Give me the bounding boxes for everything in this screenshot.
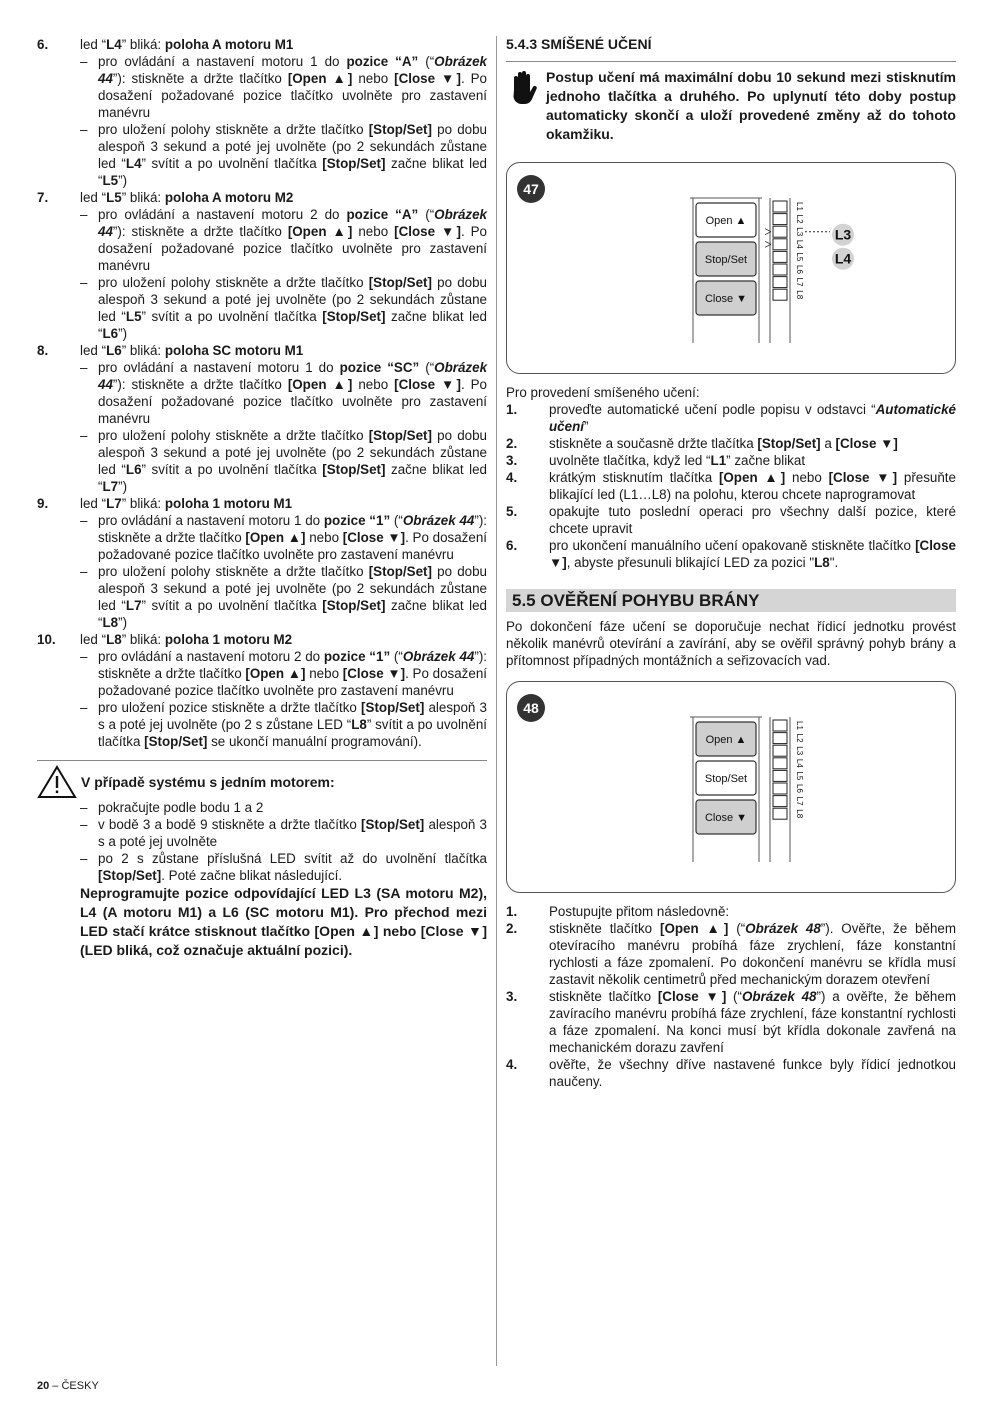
led-l5: [773, 251, 787, 262]
led-l6: [773, 264, 787, 275]
led-l2: [773, 214, 787, 225]
sub-item: – pro uložení polohy stiskněte a držte tlačítko [Stop/Set] po dobu alespoň 3 sekund a poté jej uvolněte (po 2 sekundách zůstane led “L4” svítit a po uvolnění tlačítka [Stop/Set] začne blikat led “L5”): [80, 122, 487, 188]
led-label: L3: [795, 227, 804, 237]
step-number: 8.: [37, 343, 49, 358]
hand-stop-icon: [506, 68, 546, 108]
sub-item: – pro ovládání a nastavení motoru 1 do pozice “SC” (“Obrázek 44”): stiskněte a držte tlačítko [Open ▲] nebo [Close ▼]. Po dosažení požadované pozice tlačítko uvolněte pro zastavení manévru: [80, 360, 488, 426]
led-label: L6: [795, 784, 804, 793]
sub-item: – pro ovládání a nastavení motoru 1 do pozice “1” (“Obrázek 44”): stiskněte a držte tlačítko [Open ▲] nebo [Close ▼]. Po dosažení požadované pozice tlačítko uvolněte pro zastavení manévru: [80, 513, 487, 562]
warning-title: V případě systému s jedním motorem:: [81, 773, 335, 790]
step-item: 1. Postupujte přitom následovně:: [506, 904, 730, 919]
sub-item: – pro ovládání a nastavení motoru 2 do pozice “1” (“Obrázek 44”): stiskněte a držte tlačítko [Open ▲] nebo [Close ▼]. Po dosažení požadované pozice tlačítko uvolněte pro zastavení manévru: [80, 649, 487, 698]
section-heading-5-5: 5.5 OVĚŘENÍ POHYBU BRÁNY: [506, 589, 956, 612]
callout-l4: L4: [834, 250, 852, 267]
step-number: 7.: [37, 190, 49, 205]
step-intro: led “L5” bliká: poloha A motoru M2: [80, 190, 294, 205]
sub-item: – pro uložení polohy stiskněte a držte tlačítko [Stop/Set] po dobu alespoň 3 sekund a poté jej uvolněte (po 2 sekundách zůstane led “L6” svítit a po uvolnění tlačítka [Stop/Set] začne blikat led “L7”): [80, 428, 487, 494]
step-item: 4. ověřte, že všechny dříve nastavené funkce byly řídicí jednotkou naučeny.: [506, 1057, 956, 1089]
step-intro: led “L7” bliká: poloha 1 motoru M1: [80, 496, 293, 511]
section-paragraph: Po dokončení fáze učení se doporučuje nechat řídicí jednotku provést několik manévrů otevírání a zavírání, aby se ověřil správný pohyb brány a přítomnost případných montážních a seřizovacích vad.: [506, 619, 956, 668]
step-item: [37, 495, 487, 512]
section-heading-5-4-3: 5.4.3 SMÍŠENÉ UČENÍ: [506, 36, 956, 62]
warning-note: Neprogramujte pozice odpovídající LED L3 (SA motoru M2), L4 (A motoru M1) a L6 (SC motoru M1). Pro přechod mezi LED stačí krátce stisknout tlačítko [Open ▲] nebo [Close ▼] (LED bliká, což označuje aktuální pozici).: [80, 885, 487, 958]
led-label: L1: [795, 202, 804, 211]
led-l1: [773, 720, 787, 731]
hand-note: Postup učení má maximální dobu 10 sekund mezi stisknutím jednoho tlačítka a druhého. Po uplynutí této doby postup automaticky skončí a uloží provedené změny až do tohoto okamžiku.: [506, 68, 956, 144]
callout-l3: L3: [834, 226, 852, 243]
led-label: L7: [795, 796, 804, 806]
step-item: [37, 342, 487, 359]
step-item: 4. krátkým stisknutím tlačítka [Open ▲] nebo [Close ▼] přesuňte blikající led (L1…L8) na polohu, kterou chcete naprogramovat: [506, 470, 956, 502]
open-button-label: Open ▲: [705, 734, 747, 746]
led-l7: [773, 277, 787, 288]
led-label: L1: [795, 721, 804, 730]
warning-item: – pokračujte podle bodu 1 a 2: [80, 800, 264, 815]
step-number: 10.: [37, 632, 56, 647]
step-item: [37, 189, 487, 206]
led-label: L5: [795, 771, 804, 781]
sub-item: – pro ovládání a nastavení motoru 1 do pozice “A” (“Obrázek 44”): stiskněte a držte tlačítko [Open ▲] nebo [Close ▼]. Po dosažení požadované pozice tlačítko uvolněte pro zastavení manévru: [80, 54, 487, 120]
led-l8: [773, 289, 787, 300]
led-label: L4: [795, 239, 804, 249]
led-label: L2: [795, 214, 804, 224]
warning-header: [37, 760, 487, 799]
led-l7: [773, 796, 787, 807]
step-intro: led “L8” bliká: poloha 1 motoru M2: [80, 632, 293, 647]
column-divider: [496, 36, 497, 1366]
warning-icon: [37, 765, 77, 799]
step-item: 3. uvolněte tlačítka, když led “L1” začne blikat: [506, 453, 806, 468]
step-item: [37, 36, 487, 53]
open-button-label: Open ▲: [705, 215, 747, 227]
led-l4: [773, 239, 787, 250]
led-l4: [773, 758, 787, 769]
step-number: 6.: [37, 37, 49, 52]
led-label: L8: [795, 290, 804, 300]
step-intro: led “L4” bliká: poloha A motoru M1: [80, 37, 294, 52]
led-l3: [773, 226, 787, 237]
led-l2: [773, 733, 787, 744]
step-item: [37, 631, 487, 648]
right-column: [506, 36, 956, 1090]
sub-item: – pro uložení pozice stiskněte a držte tlačítko [Stop/Set] alespoň 3 s a poté jej uvolněte (po 2 s zůstane LED “L8” svítit a po uvolnění tlačítka [Stop/Set] se ukončí manuální programování).: [80, 700, 488, 749]
close-button-label: Close ▼: [704, 812, 748, 824]
figure-number-badge: 47: [517, 175, 545, 203]
sub-item: – pro uložení polohy stiskněte a držte tlačítko [Stop/Set] po dobu alespoň 3 sekund a poté jej uvolněte (po 2 sekundách zůstane led “L7” svítit a po uvolnění tlačítka [Stop/Set] začne blikat led “L8”): [80, 564, 487, 630]
stop-set-button-label: Stop/Set: [704, 773, 748, 785]
control-panel-diagram: [507, 682, 957, 894]
led-label: L4: [795, 758, 804, 768]
control-panel-diagram: [507, 163, 957, 375]
step-intro: led “L6” bliká: poloha SC motoru M1: [80, 343, 304, 358]
led-label: L6: [795, 265, 804, 274]
led-label: L7: [795, 277, 804, 287]
stop-set-button-label: Stop/Set: [704, 254, 748, 266]
led-l5: [773, 770, 787, 781]
led-l6: [773, 783, 787, 794]
step-item: 2. stiskněte tlačítko [Open ▲] (“Obrázek 48”). Ověřte, že během otevíracího manévru probíhá fáze zrychlení, fáze konstantní rychlosti a fáze zpomalení. Po dokončení manévru se křídla musí zastavit několik centimetrů před mechanickým dorazem otevření: [506, 921, 956, 987]
step-number: 9.: [37, 496, 49, 511]
led-label: L5: [795, 252, 804, 262]
step-item: 2. stiskněte a současně držte tlačítka [Stop/Set] a [Close ▼]: [506, 436, 898, 451]
figure-48: [506, 681, 956, 893]
left-column: [37, 36, 487, 960]
warning-item: – po 2 s zůstane příslušná LED svítit až do uvolnění tlačítka [Stop/Set]. Poté začne blikat následující.: [80, 851, 487, 883]
led-l1: [773, 201, 787, 212]
page-footer: 20 – ČESKY: [37, 1380, 99, 1392]
led-label: L3: [795, 746, 804, 756]
led-label: L8: [795, 809, 804, 819]
sub-item: – pro uložení polohy stiskněte a držte tlačítko [Stop/Set] po dobu alespoň 3 sekund a poté jej uvolněte (po 2 sekundách zůstane led “L5” svítit a po uvolnění tlačítka [Stop/Set] začne blikat led “L6”): [80, 275, 487, 341]
led-l3: [773, 745, 787, 756]
step-item: 1. proveďte automatické učení podle popisu v odstavci “Automatické učení”: [506, 402, 956, 434]
step-item: 6. pro ukončení manuálního učení opakovaně stiskněte tlačítko [Close ▼], abyste přesunuli blikající LED za pozici "L8".: [506, 538, 956, 570]
close-button-label: Close ▼: [704, 293, 748, 305]
intro-text: Pro provedení smíšeného učení:: [506, 385, 700, 400]
figure-number-badge: 48: [517, 694, 545, 722]
led-l8: [773, 808, 787, 819]
step-item: 3. stiskněte tlačítko [Close ▼] (“Obrázek 48”) a ověřte, že během zavíracího manévru probíhá fáze zrychlení, fáze konstantní rychlosti a fáze zpomalení. Na konci musí být křídla dokonale zavřená na mechanickém dorazu zavření: [506, 989, 956, 1055]
led-label: L2: [795, 733, 804, 743]
warning-item: – v bodě 3 a bodě 9 stiskněte a držte tlačítko [Stop/Set] alespoň 3 s a poté jej uvolněte: [80, 817, 487, 849]
figure-47: [506, 162, 956, 374]
step-item: 5. opakujte tuto poslední operaci pro všechny další pozice, které chcete upravit: [506, 504, 956, 536]
sub-item: – pro ovládání a nastavení motoru 2 do pozice “A” (“Obrázek 44”): stiskněte a držte tlačítko [Open ▲] nebo [Close ▼]. Po dosažení požadované pozice tlačítko uvolněte pro zastavení manévru: [80, 207, 487, 273]
